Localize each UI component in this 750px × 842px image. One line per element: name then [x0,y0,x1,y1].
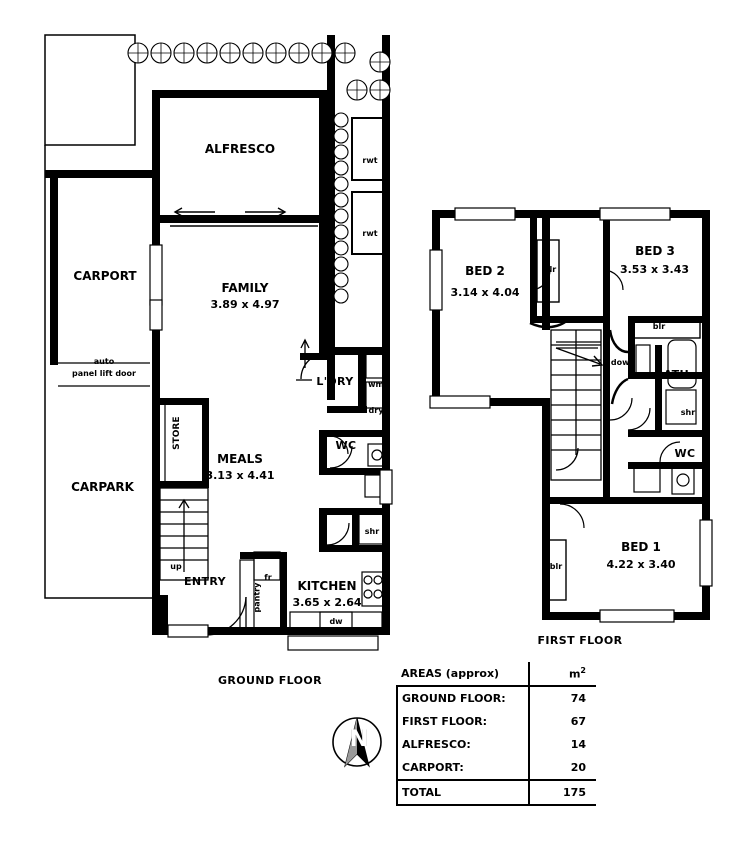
stairs-up-label: up [170,562,182,571]
garage-door-label-line2: panel lift door [71,369,136,378]
garage-door-label-line1: auto [93,357,115,366]
room-label-family: FAMILY [221,281,269,295]
areas-label-carport: CARPORT: [397,756,529,780]
room-label-wc-ground: WC [335,439,357,452]
areas-value-total: 175 [529,780,596,805]
shower-label-first: shr [680,408,696,417]
ground-floor-title: GROUND FLOOR [217,674,323,687]
room-dim-bed3: 3.53 x 3.43 [619,263,690,276]
rwt-label-1: rwt [362,156,378,165]
pantry-label: pantry [252,582,262,613]
stairs-down-label: down [610,358,636,367]
areas-row-carport [397,756,596,780]
areas-value-ground: 74 [529,686,596,710]
room-dim-bed1: 4.22 x 3.40 [606,558,676,571]
areas-label-first: FIRST FLOOR: [397,710,529,733]
room-label-bed3: BED 3 [635,244,675,258]
areas-label-alfresco: ALFRESCO: [397,733,529,756]
robe-label-bed3: blr [652,322,666,331]
rwt-label-2: rwt [362,229,378,238]
room-dim-family: 3.89 x 4.97 [210,298,280,311]
dryer-label: dry [368,406,384,415]
areas-header-row [397,662,596,686]
areas-label-ground: GROUND FLOOR: [397,686,529,710]
areas-label-total: TOTAL [397,780,529,805]
areas-heading: AREAS (approx) [397,662,529,686]
areas-row-first [397,710,596,733]
areas-value-first: 67 [529,710,596,733]
room-label-entry: ENTRY [183,575,227,588]
room-label-laundry: L'DRY [316,375,354,388]
room-label-carpark: CARPARK [71,480,134,494]
room-dim-bed2: 3.14 x 4.04 [450,286,520,299]
room-label-meals: MEALS [217,452,263,466]
room-dim-meals: 3.13 x 4.41 [205,469,275,482]
areas-row-alfresco [397,733,596,756]
room-label-wc-first: WC [674,447,696,460]
areas-value-alfresco: 14 [529,733,596,756]
areas-value-carport: 20 [529,756,596,780]
fridge-label: fr [264,573,272,582]
washing-machine-label: wm [368,380,384,389]
robe-label-bed1: blr [549,562,563,571]
room-label-bed1: BED 1 [621,540,661,554]
first-floor-title: FIRST FLOOR [537,634,623,647]
areas-row-total [397,780,596,805]
room-label-alfresco: ALFRESCO [204,142,276,156]
room-label-store: STORE [171,416,182,450]
room-label-bed2: BED 2 [465,264,505,278]
room-label-bath: BATH [654,368,690,381]
room-dim-kitchen: 3.65 x 2.64 [292,596,362,609]
robe-label-bed2: blr [543,265,557,274]
compass-north-label: N [349,727,369,752]
areas-unit: $m^2$ [529,662,596,686]
areas-table [396,662,596,806]
room-label-carport: CARPORT [73,269,137,283]
shower-label-ground: shr [364,527,380,536]
areas-row-ground [397,686,596,710]
dishwasher-label: dw [329,617,343,626]
room-label-kitchen: KITCHEN [297,579,357,593]
